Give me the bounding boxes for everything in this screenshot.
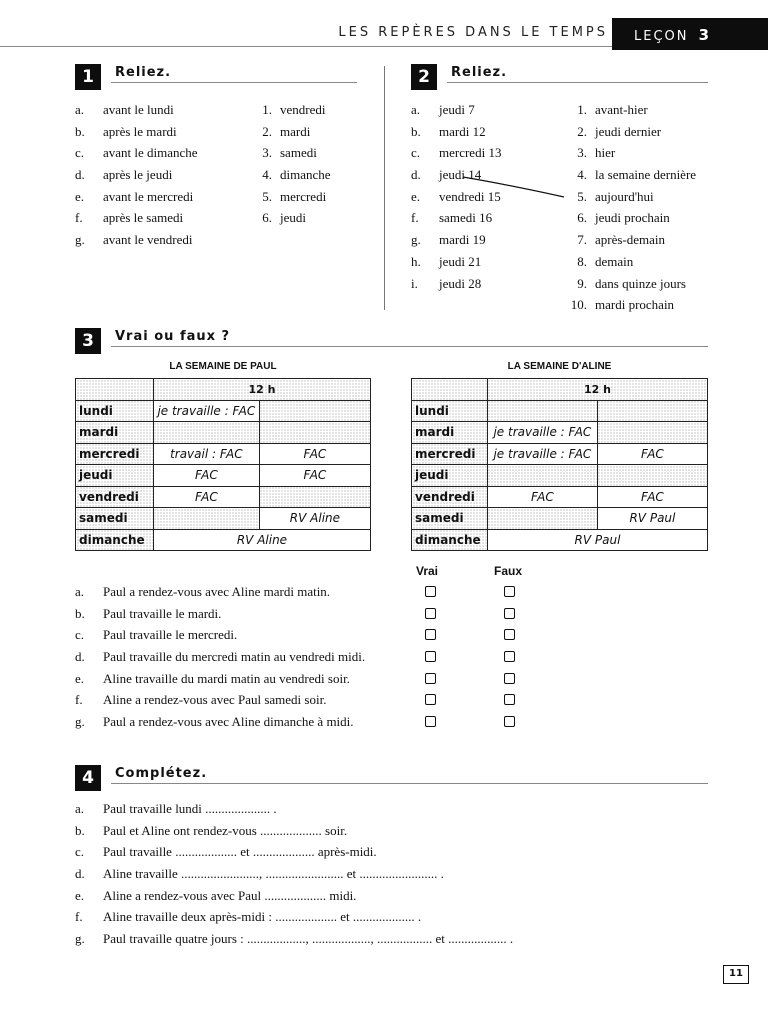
item-letter: e. <box>411 188 421 204</box>
day-cell: dimanche <box>412 529 488 551</box>
faux-checkbox[interactable] <box>504 716 515 727</box>
match-item-right <box>577 145 715 167</box>
item-letter: d. <box>75 649 85 665</box>
item-letter: b. <box>411 123 421 139</box>
day-row <box>76 529 371 551</box>
item-text: mercredi <box>280 188 327 204</box>
exercise-title: Vrai ou faux ? <box>115 329 231 344</box>
item-text: Paul travaille le mardi. <box>103 605 222 621</box>
match-item-left <box>411 102 551 124</box>
item-letter: g. <box>75 232 85 248</box>
item-text: samedi 16 <box>439 210 493 226</box>
page-number: 11 <box>723 965 749 984</box>
exercise-number: 3 <box>75 328 101 354</box>
faux-checkbox[interactable] <box>504 651 515 662</box>
item-text: Aline a rendez-vous avec Paul ................... midi. <box>103 887 357 903</box>
item-number: 5. <box>577 188 587 204</box>
day-row <box>76 465 371 487</box>
faux-checkbox[interactable] <box>504 694 515 705</box>
statement-row <box>75 584 715 606</box>
item-text: Paul travaille du mercredi matin au vendredi midi. <box>103 649 366 665</box>
item-number: 1. <box>262 102 272 117</box>
vrai-checkbox[interactable] <box>425 586 436 597</box>
match-item-left <box>411 124 551 146</box>
item-number: 4. <box>262 167 272 183</box>
fill-in-item <box>75 931 735 953</box>
aline-week-table <box>411 378 708 551</box>
afternoon-cell: RV Paul <box>597 508 707 530</box>
item-letter: b. <box>75 123 85 139</box>
noon-header: 12 h <box>487 379 707 401</box>
afternoon-cell: FAC <box>259 465 370 487</box>
faux-checkbox[interactable] <box>504 629 515 640</box>
match-item-left <box>75 210 275 232</box>
item-text: vendredi <box>280 102 326 117</box>
table-header-row <box>412 379 708 401</box>
item-text: Aline travaille ........................, ........................ et ........................ . <box>103 866 444 882</box>
item-text: mardi 12 <box>439 123 486 139</box>
item-text: vendredi 15 <box>439 188 501 204</box>
day-row <box>412 508 708 530</box>
afternoon-cell <box>259 486 370 508</box>
afternoon-cell: RV Aline <box>259 508 370 530</box>
item-letter: g. <box>411 232 421 248</box>
item-letter: f. <box>75 909 83 925</box>
item-letter: d. <box>75 866 85 882</box>
item-number: 7. <box>577 232 587 248</box>
exercise-1-left-list <box>75 102 275 254</box>
match-item-right <box>577 232 715 254</box>
morning-cell <box>153 508 259 530</box>
item-text: mardi prochain <box>595 297 675 313</box>
day-cell: vendredi <box>76 486 154 508</box>
afternoon-cell: FAC <box>259 443 370 465</box>
statement-row <box>75 606 715 628</box>
connector-stroke <box>463 177 564 197</box>
item-text: Paul travaille le mercredi. <box>103 627 238 643</box>
merged-cell: RV Aline <box>153 529 370 551</box>
item-number: 6. <box>577 210 587 226</box>
morning-cell: FAC <box>487 486 597 508</box>
exercise-title: Complétez. <box>115 766 208 781</box>
item-text: Paul a rendez-vous avec Aline mardi matin. <box>103 584 331 599</box>
heading-rule <box>111 82 357 83</box>
table-header-row <box>76 379 371 401</box>
item-letter: a. <box>75 584 85 599</box>
day-cell: jeudi <box>412 465 488 487</box>
item-text: après le mardi <box>103 123 177 139</box>
item-text: jeudi <box>280 210 306 226</box>
item-letter: f. <box>75 210 83 226</box>
day-row <box>412 486 708 508</box>
item-letter: c. <box>411 145 421 161</box>
header-rule <box>0 46 612 47</box>
day-row <box>76 486 371 508</box>
statement-row <box>75 692 715 714</box>
item-text: Paul a rendez-vous avec Aline dimanche à midi. <box>103 714 354 730</box>
vrai-checkbox[interactable] <box>425 629 436 640</box>
paul-week-table <box>75 378 371 551</box>
item-letter: c. <box>75 145 85 161</box>
item-text: jeudi dernier <box>595 123 662 139</box>
day-cell: jeudi <box>76 465 154 487</box>
item-letter: e. <box>75 887 85 903</box>
day-cell: mercredi <box>76 443 154 465</box>
exercise-number: 1 <box>75 64 101 90</box>
day-row <box>76 422 371 444</box>
item-text: Paul travaille quatre jours : .................., .................., ................. et .................. . <box>103 931 514 947</box>
day-row <box>412 529 708 551</box>
item-text: avant le lundi <box>103 102 174 117</box>
match-item-left <box>411 145 551 167</box>
afternoon-cell <box>259 400 370 422</box>
column-divider <box>384 66 385 310</box>
vrai-checkbox[interactable] <box>425 608 436 619</box>
item-letter: g. <box>75 931 85 947</box>
exercise-title: Reliez. <box>115 65 172 80</box>
match-item-right <box>577 102 715 124</box>
match-item-right <box>577 188 715 211</box>
morning-cell: FAC <box>153 465 259 487</box>
match-item-left <box>411 210 551 232</box>
item-letter: c. <box>75 844 85 860</box>
match-item-left <box>411 254 551 276</box>
exercise-1-heading <box>75 64 357 90</box>
match-item-left <box>75 145 275 167</box>
match-item-right <box>577 275 715 298</box>
item-text: avant le mercredi <box>103 188 194 204</box>
lesson-label: LEÇON <box>634 29 689 44</box>
exercise-title: Reliez. <box>451 65 508 80</box>
item-letter: f. <box>411 210 419 226</box>
day-cell: samedi <box>76 508 154 530</box>
match-item-left <box>75 124 275 146</box>
item-number: 1. <box>577 102 587 117</box>
day-row <box>412 443 708 465</box>
item-letter: c. <box>75 627 85 643</box>
statement-row <box>75 671 715 693</box>
item-text: hier <box>595 145 616 161</box>
exercise-number: 2 <box>411 64 437 90</box>
item-number: 2. <box>577 123 587 139</box>
exercise-1-right-list <box>262 102 380 232</box>
statement-row <box>75 714 715 736</box>
aline-week-caption: LA SEMAINE D'ALINE <box>507 361 612 372</box>
match-item-left <box>411 276 551 298</box>
paul-week-caption: LA SEMAINE DE PAUL <box>169 361 277 372</box>
item-text: avant le vendredi <box>103 232 193 248</box>
vrai-checkbox[interactable] <box>425 673 436 684</box>
day-cell: mercredi <box>412 443 488 465</box>
match-item-right <box>262 210 380 232</box>
vrai-column-header: Vrai <box>416 564 439 578</box>
item-number: 6. <box>262 210 272 226</box>
item-text: après le samedi <box>103 210 184 226</box>
item-letter: d. <box>75 167 85 183</box>
example-connector-line <box>460 170 570 200</box>
item-number: 4. <box>577 167 587 183</box>
item-text: aujourd'hui <box>595 188 654 204</box>
item-letter: h. <box>411 253 421 269</box>
merged-cell: RV Paul <box>487 529 707 551</box>
match-item-left <box>75 232 275 254</box>
vrai-checkbox[interactable] <box>425 716 436 727</box>
item-number: 3. <box>262 145 272 161</box>
match-item-left <box>411 232 551 254</box>
item-letter: i. <box>411 275 418 291</box>
true-false-statements <box>75 584 715 736</box>
exercise-4-heading <box>75 765 708 791</box>
match-item-right <box>577 253 715 276</box>
match-item-right <box>570 297 715 319</box>
item-text: Paul travaille ................... et ................... après-midi. <box>103 844 377 860</box>
item-text: Paul et Aline ont rendez-vous ................... soir. <box>103 822 348 838</box>
item-text: après-demain <box>595 232 666 248</box>
day-row <box>412 422 708 444</box>
morning-cell: je travaille : FAC <box>153 400 259 422</box>
day-cell: lundi <box>412 400 488 422</box>
item-letter: g. <box>75 714 85 730</box>
statement-row <box>75 627 715 649</box>
match-item-right <box>577 167 715 189</box>
lesson-number: 3 <box>698 26 710 44</box>
afternoon-cell <box>597 400 707 422</box>
match-item-right <box>577 123 715 146</box>
item-text: dimanche <box>280 167 331 183</box>
item-letter: a. <box>75 801 85 816</box>
morning-cell: travail : FAC <box>153 443 259 465</box>
day-row <box>76 443 371 465</box>
heading-rule <box>111 783 708 784</box>
fill-in-item <box>75 866 735 888</box>
match-item-left <box>75 167 275 189</box>
day-cell: lundi <box>76 400 154 422</box>
item-letter: d. <box>411 167 421 183</box>
item-text: jeudi 21 <box>439 253 482 269</box>
morning-cell <box>487 465 597 487</box>
item-letter: e. <box>75 188 85 204</box>
item-letter: a. <box>411 102 421 117</box>
corner-cell <box>76 379 154 401</box>
day-row <box>76 508 371 530</box>
item-text: samedi <box>280 145 317 161</box>
item-text: avant le dimanche <box>103 145 198 161</box>
item-number: 10. <box>570 297 587 313</box>
match-item-right <box>577 210 715 232</box>
afternoon-cell <box>597 422 707 444</box>
afternoon-cell <box>259 422 370 444</box>
item-letter: f. <box>75 692 83 708</box>
morning-cell <box>487 400 597 422</box>
vrai-checkbox[interactable] <box>425 694 436 705</box>
item-text: Aline travaille du mardi matin au vendredi soir. <box>103 670 350 686</box>
day-cell: mardi <box>412 422 488 444</box>
faux-column-header: Faux <box>494 564 523 578</box>
match-item-right <box>262 188 380 211</box>
item-letter: b. <box>75 822 85 838</box>
day-row <box>76 400 371 422</box>
fill-in-item <box>75 909 735 931</box>
day-cell: mardi <box>76 422 154 444</box>
item-number: 9. <box>577 275 587 291</box>
afternoon-cell: FAC <box>597 486 707 508</box>
item-text: jeudi prochain <box>595 210 670 226</box>
fill-in-item <box>75 888 735 910</box>
item-text: Paul travaille lundi .................... . <box>103 801 277 816</box>
day-row <box>412 465 708 487</box>
item-text: mardi <box>280 123 311 139</box>
item-text: demain <box>595 253 634 269</box>
afternoon-cell <box>597 465 707 487</box>
day-cell: vendredi <box>412 486 488 508</box>
match-item-right <box>262 145 380 167</box>
item-letter: e. <box>75 670 85 686</box>
fill-in-item <box>75 844 735 866</box>
item-text: jeudi 7 <box>439 102 475 117</box>
item-text: mardi 19 <box>439 232 486 248</box>
exercise-2-right-list <box>570 102 715 319</box>
item-number: 5. <box>262 188 272 204</box>
item-letter: a. <box>75 102 85 117</box>
vrai-checkbox[interactable] <box>425 651 436 662</box>
day-row <box>412 400 708 422</box>
fill-in-sentences <box>75 801 735 953</box>
item-text: Aline travaille deux après-midi : ................... et ................... . <box>103 909 422 925</box>
item-text: Aline a rendez-vous avec Paul samedi soir. <box>103 692 327 708</box>
fill-in-item <box>75 823 735 845</box>
lesson-badge <box>612 18 768 50</box>
item-letter: b. <box>75 605 85 621</box>
exercise-number: 4 <box>75 765 101 791</box>
match-item-right <box>262 167 380 189</box>
morning-cell: FAC <box>153 486 259 508</box>
running-header-title: LES REPÈRES DANS LE TEMPS <box>338 25 608 40</box>
item-number: 3. <box>577 145 587 161</box>
faux-checkbox[interactable] <box>504 608 515 619</box>
faux-checkbox[interactable] <box>504 673 515 684</box>
item-text: jeudi 28 <box>439 275 482 291</box>
statement-row <box>75 649 715 671</box>
morning-cell <box>487 508 597 530</box>
match-item-right <box>262 102 380 124</box>
exercise-3-heading <box>75 328 708 354</box>
morning-cell: je travaille : FAC <box>487 422 597 444</box>
day-cell: samedi <box>412 508 488 530</box>
afternoon-cell: FAC <box>597 443 707 465</box>
morning-cell <box>153 422 259 444</box>
morning-cell: je travaille : FAC <box>487 443 597 465</box>
heading-rule <box>447 82 708 83</box>
exercise-2-heading <box>411 64 708 90</box>
match-item-left <box>75 102 275 124</box>
item-text: avant-hier <box>595 102 648 117</box>
item-text: la semaine dernière <box>595 167 697 183</box>
faux-checkbox[interactable] <box>504 586 515 597</box>
noon-header: 12 h <box>153 379 370 401</box>
item-number: 8. <box>577 253 587 269</box>
heading-rule <box>111 346 708 347</box>
match-item-right <box>262 123 380 146</box>
day-cell: dimanche <box>76 529 154 551</box>
match-item-left <box>75 189 275 211</box>
fill-in-item <box>75 801 735 823</box>
corner-cell <box>412 379 488 401</box>
item-text: après le jeudi <box>103 167 173 183</box>
item-text: mercredi 13 <box>439 145 502 161</box>
item-text: jeudi 14 <box>439 167 482 183</box>
item-number: 2. <box>262 123 272 139</box>
item-text: dans quinze jours <box>595 275 686 291</box>
